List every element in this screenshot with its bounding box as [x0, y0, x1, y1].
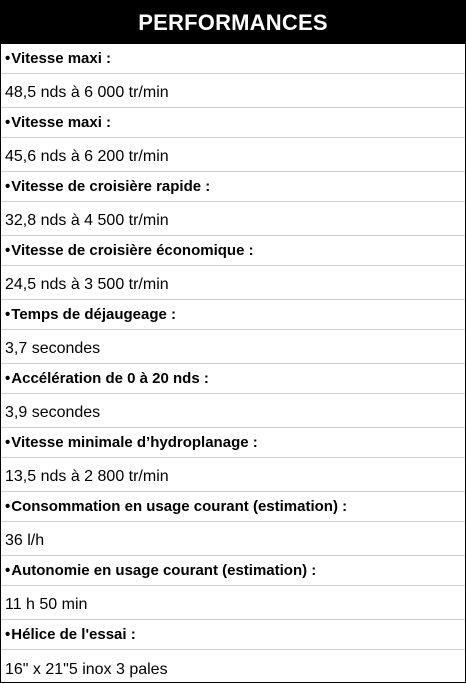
- row-label-autonomie: [1, 556, 465, 586]
- row-label-hydroplanage: [1, 428, 465, 458]
- bullet-icon: •: [5, 434, 11, 451]
- table-title: PERFORMANCES: [1, 1, 465, 44]
- bullet-icon: •: [5, 498, 11, 515]
- row-value-croisiere-rapide: 32,8 nds à 4 500 tr/min: [1, 202, 465, 236]
- bullet-icon: •: [5, 114, 11, 131]
- row-value-autonomie: 11 h 50 min: [1, 586, 465, 620]
- label-text: Hélice de l'essai :: [11, 626, 136, 643]
- label-text: Vitesse maxi :: [11, 50, 112, 67]
- row-value-dejaugeage: 3,7 secondes: [1, 330, 465, 364]
- row-label-croisiere-economique: [1, 236, 465, 266]
- label-text: Vitesse minimale d’hydroplanage :: [11, 434, 258, 451]
- row-label-croisiere-rapide: [1, 172, 465, 202]
- bullet-icon: •: [5, 306, 11, 323]
- bullet-icon: •: [5, 178, 11, 195]
- row-label-vitesse-maxi-2: [1, 108, 465, 138]
- row-value-helice: 16" x 21"5 inox 3 pales: [5, 661, 168, 678]
- bullet-icon: •: [5, 50, 11, 67]
- bullet-icon: •: [5, 626, 11, 643]
- row-label-vitesse-maxi-1: [1, 44, 465, 74]
- label-text: Temps de déjaugeage :: [11, 306, 177, 323]
- row-label-consommation: [1, 492, 465, 522]
- label-text: Vitesse de croisière économique :: [11, 242, 254, 259]
- row-label-helice: [1, 620, 465, 650]
- row-label-acceleration: [1, 364, 465, 394]
- row-value-vitesse-maxi-1: 48,5 nds à 6 000 tr/min: [1, 74, 465, 108]
- row-value-croisiere-economique: 24,5 nds à 3 500 tr/min: [1, 266, 465, 300]
- row-value-hydroplanage: 13,5 nds à 2 800 tr/min: [1, 458, 465, 492]
- label-text: Accélération de 0 à 20 nds :: [11, 370, 209, 387]
- bullet-icon: •: [5, 370, 11, 387]
- label-text: Consommation en usage courant (estimation) :: [11, 498, 348, 515]
- row-value-acceleration: 3,9 secondes: [1, 394, 465, 428]
- label-text: Vitesse de croisière rapide :: [11, 178, 211, 195]
- row-label-dejaugeage: [1, 300, 465, 330]
- label-text: Autonomie en usage courant (estimation) :: [11, 562, 317, 579]
- row-value-consommation: 36 l/h: [1, 522, 465, 556]
- bullet-icon: •: [5, 242, 11, 259]
- label-text: Vitesse maxi :: [11, 114, 112, 131]
- row-value-vitesse-maxi-2: 45,6 nds à 6 200 tr/min: [1, 138, 465, 172]
- bullet-icon: •: [5, 562, 11, 579]
